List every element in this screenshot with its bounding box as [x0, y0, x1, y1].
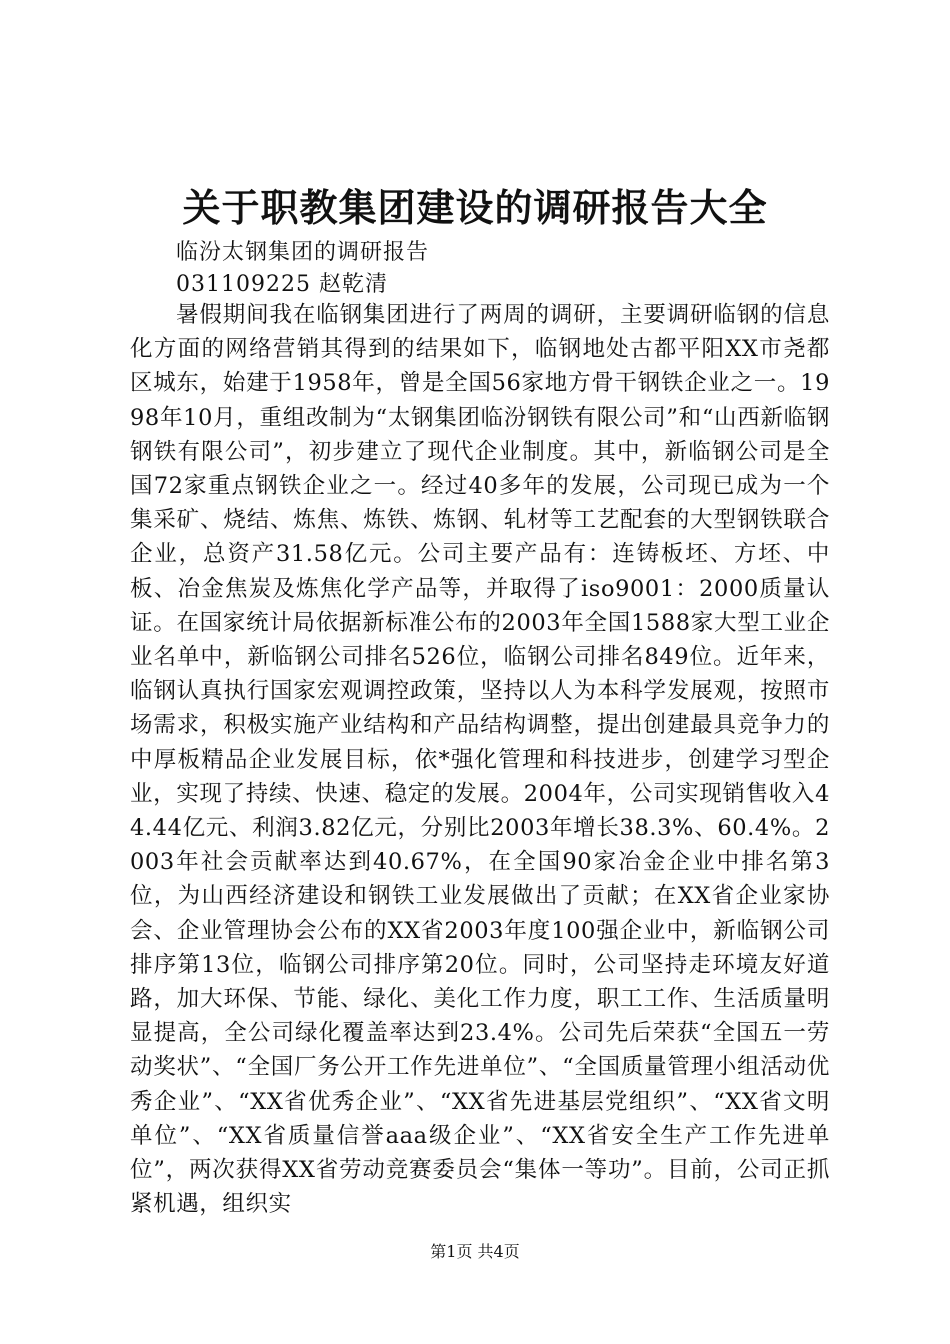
body-paragraph: 暑假期间我在临钢集团进行了两周的调研，主要调研临钢的信息化方面的网络营销其得到的结果如下，临钢地处古都平阳XX市尧都区城东，始建于1958年，曾是全国56家地方骨干钢铁企业之一。1998年10月，重组改制为“太钢集团临汾钢铁有限公司”和“山西新临钢钢铁有限公司”，初步建立了现代企业制度。其中，新临钢公司是全国72家重点钢铁企业之一。经过40多年的发展，公司现已成为一个集采矿、烧结、炼焦、炼铁、炼钢、轧材等工艺配套的大型钢铁联合企业，总资产31.58亿元。公司主要产品有：连铸板坯、方坯、中板、冶金焦炭及炼焦化学产品等，并取得了iso9001：2000质量认证。在国家统计局依据新标准公布的2003年全国1588家大型工业企业名单中，新临钢公司排名526位，临钢公司排名849位。近年来，临钢认真执行国家宏观调控政策，坚持以人为本科学发展观，按照市场需求，积极实施产业结构和产品结构调整，提出创建最具竞争力的中厚板精品企业发展目标，依*强化管理和科技进步，创建学习型企业，实现了持续、快速、稳定的发展。2004年，公司实现销售收入44.44亿元、利润3.82亿元，分别比2003年增长38.3%、60.4%。2003年社会贡献率达到40.67%，在全国90家冶金企业中排名第3位，为山西经济建设和钢铁工业发展做出了贡献；在XX省企业家协会、企业管理协会公布的XX省2003年度100强企业中，新临钢公司排序第13位，临钢公司排序第20位。同时，公司坚持走环境友好道路，加大环保、节能、绿化、美化工作力度，职工工作、生活质量明显提高，全公司绿化覆盖率达到23.4%。公司先后荣获“全国五一劳动奖状”、“全国厂务公开工作先进单位”、“全国质量管理小组活动优秀企业”、“XX省优秀企业”、“XX省先进基层党组织”、“XX省文明单位”、“XX省质量信誉aaa级企业”、“XX省安全生产工作先进单位”，两次获得XX省劳动竞赛委员会“集体一等功”。目前，公司正抓紧机遇，组织实: [130, 302, 830, 1218]
document-title: 关于职教集团建设的调研报告大全: [182, 185, 768, 230]
page-indicator: 第1页 共4页: [430, 1242, 520, 1261]
document-subtitle: 临汾太钢集团的调研报告: [176, 240, 430, 265]
author-line: 031109225 赵乾清: [176, 272, 388, 297]
